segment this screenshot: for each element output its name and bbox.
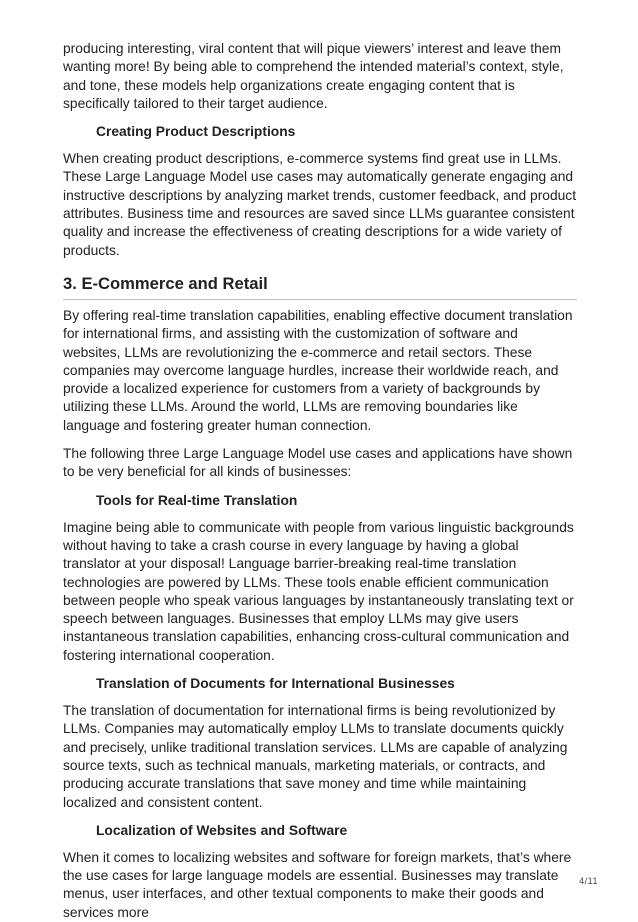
subheading-realtime-translation: Tools for Real-time Translation bbox=[96, 492, 298, 508]
paragraph-use-cases-lead: The following three Large Language Model use cases and applications have shown to be very beneficial for all kinds of businesses: bbox=[63, 446, 573, 480]
subheading-document-translation: Translation of Documents for International Businesses bbox=[96, 676, 455, 692]
subheading-product-descriptions: Creating Product Descriptions bbox=[96, 124, 296, 140]
section-title-ecommerce: 3. E-Commerce and Retail bbox=[63, 273, 577, 300]
paragraph-localization: When it comes to localizing websites and software for foreign markets, that’s where the use cases for large language models are essential. Businesses may translate menus, user interfaces, and other textual components to make their goods and services more bbox=[63, 849, 572, 920]
paragraph-ecommerce-intro: By offering real-time translation capabilities, enabling effective document translation for international firms, and assisting with the customization of software and websites, LLMs are revolutionizing the e-commerce and retail sectors. These companies may overcome language hurdles, increase their worldwide reach, and provide a localized experience for customers from a variety of backgrounds by utilizing these LLMs. Around the world, LLMs are removing boundaries like language and fostering greater human connection. bbox=[63, 307, 573, 433]
document-page bbox=[63, 40, 577, 922]
paragraph-content-intro: producing interesting, viral content that will pique viewers’ interest and leave them wanting more! By being able to comprehend the intended material’s context, style, and tone, these models help organizations create engaging content that is specifically tailored to their target audience. bbox=[63, 41, 564, 111]
paragraph-realtime-translation: Imagine being able to communicate with people from various linguistic backgrounds without having to take a crash course in every language by having a global translator at your disposal! Language barrier-breaking real-time translation technologies are powered by LLMs. These tools enable efficient communication between people who speak various languages by instantaneously translating text or speech between languages. Businesses that employ LLMs may give users instantaneous translation capabilities, enhancing cross-cultural communication and fostering international cooperation. bbox=[63, 519, 574, 663]
page-number: 4/11 bbox=[579, 876, 598, 886]
subheading-localization: Localization of Websites and Software bbox=[96, 822, 348, 838]
paragraph-product-descriptions: When creating product descriptions, e-commerce systems find great use in LLMs. These Large Language Model use cases may automatically generate engaging and instructive descriptions by analyzing market trends, customer feedback, and product attributes. Business time and resources are saved since LLMs guarantee consistent quality and increase the effectiveness of creating descriptions for a wide variety of products. bbox=[63, 151, 577, 258]
paragraph-document-translation: The translation of documentation for international firms is being revolutionized by LLMs. Companies may automatically employ LLMs to translate documents quickly and precisely, unlike traditional translation services. LLMs are capable of analyzing source texts, such as technical manuals, marketing materials, or contracts, and producing accurate translations that save money and time while maintaining localized and consistent content. bbox=[63, 703, 568, 810]
